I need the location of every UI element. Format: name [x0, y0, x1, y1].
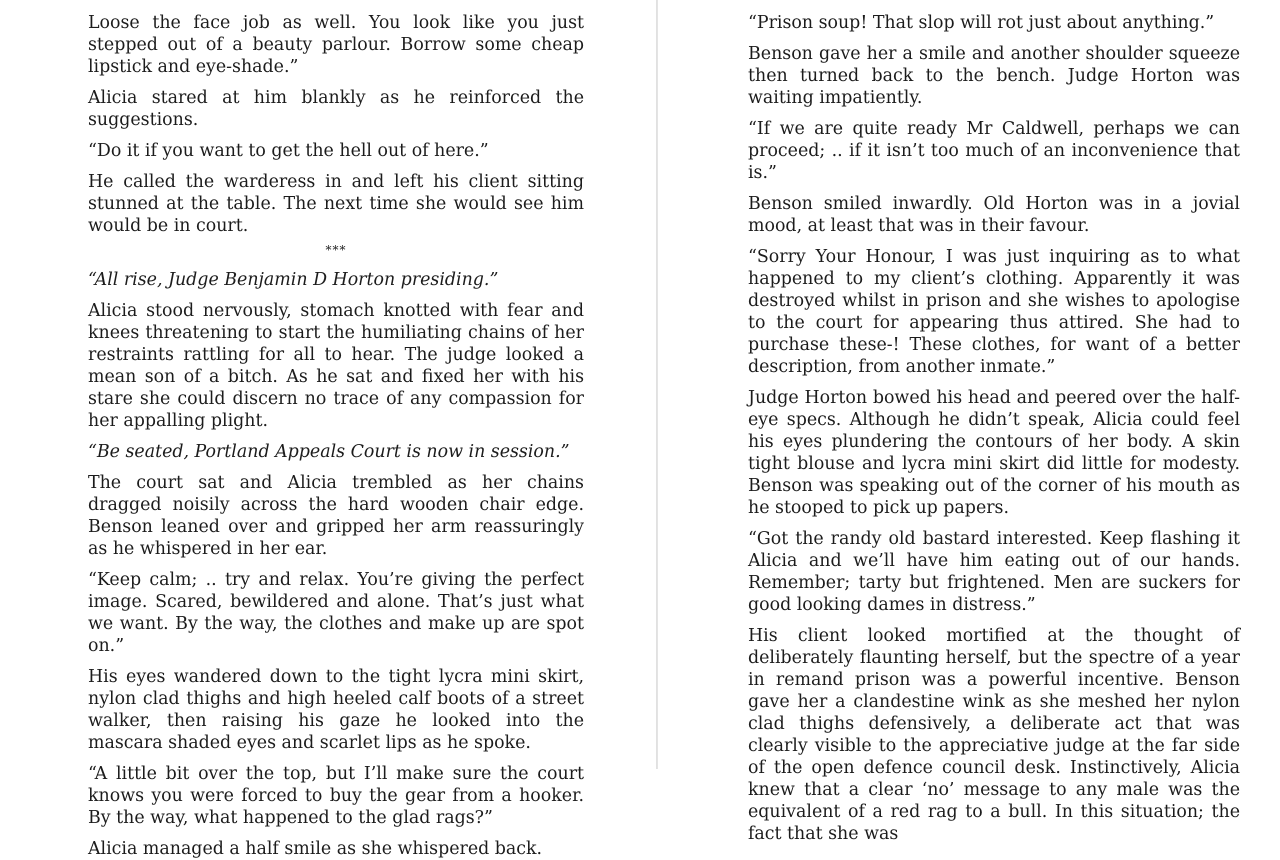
left-page — [88, 0, 584, 859]
paragraph: Loose the face job as well. You look like you just stepped out of a beauty parlour. Borrow some cheap lipstick and eye-shade.” — [88, 13, 584, 77]
paragraph: Benson gave her a smile and another shoulder squeeze then turned back to the bench. Judge Horton was waiting impatiently. — [748, 44, 1240, 108]
paragraph: His eyes wandered down to the tight lycra mini skirt, nylon clad thighs and high heeled calf boots of a street walker, then raising his gaze he looked into the mascara shaded eyes and scarlet lips as he spoke. — [88, 667, 584, 753]
paragraph: “Keep calm; .. try and relax. You’re giving the perfect image. Scared, bewildered and alone. That’s just what we want. By the way, the clothes and make up are spot on.” — [88, 570, 584, 656]
scene-separator: *** — [325, 243, 347, 257]
right-page — [748, 0, 1240, 844]
paragraph: Judge Horton bowed his head and peered over the half-eye specs. Although he didn’t speak, Alicia could feel his eyes plundering the contours of her body. A skin tight blouse and lycra mini skirt did little for modesty. Benson was speaking out of the corner of his mouth as he stooped to pick up papers. — [748, 388, 1240, 518]
paragraph: “A little bit over the top, but I’ll make sure the court knows you were forced to buy the gear from a hooker. By the way, what happened to the glad rags?” — [88, 764, 584, 828]
paragraph: Alicia stood nervously, stomach knotted with fear and knees threatening to start the humiliating chains of her restraints rattling for all to hear. The judge looked a mean son of a bitch. As he sat and fixed her with his stare she could discern no trace of any compassion for her appalling plight. — [88, 301, 584, 431]
paragraph: Alicia managed a half smile as she whispered back. — [88, 839, 543, 859]
paragraph: He called the warderess in and left his client sitting stunned at the table. The next time she would see him would be in court. — [88, 172, 584, 236]
paragraph: Alicia stared at him blankly as he reinforced the suggestions. — [88, 88, 584, 130]
paragraph: “Sorry Your Honour, I was just inquiring as to what happened to my client’s clothing. Apparently it was destroyed whilst in prison and she wishes to apologise to the court for appearing thus attired. She had to purchase these-! These clothes, for want of a better description, from another inmate.” — [748, 247, 1240, 377]
paragraph: Benson smiled inwardly. Old Horton was in a jovial mood, at least that was in their favour. — [748, 194, 1240, 236]
paragraph-italic: “All rise, Judge Benjamin D Horton presiding.” — [88, 270, 499, 290]
paragraph: “Prison soup! That slop will rot just about anything.” — [748, 13, 1215, 33]
paragraph: “Do it if you want to get the hell out of here.” — [88, 141, 489, 161]
page-gutter — [656, 0, 658, 769]
paragraph: His client looked mortified at the thought of deliberately flaunting herself, but the spectre of a year in remand prison was a powerful incentive. Benson gave her a clandestine wink as she meshed her nylon clad thighs defensively, a deliberate act that was clearly visible to the appreciative judge at the far side of the open defence council desk. Instinctively, Alicia knew that a clear ‘no’ message to any male was the equivalent of a red rag to a bull. In this situation; the fact that she was — [748, 626, 1240, 844]
paragraph-italic: “Be seated, Portland Appeals Court is now in session.” — [88, 442, 570, 462]
paragraph: The court sat and Alicia trembled as her chains dragged noisily across the hard wooden chair edge. Benson leaned over and gripped her arm reassuringly as he whispered in her ear. — [88, 473, 584, 559]
paragraph: “If we are quite ready Mr Caldwell, perhaps we can proceed; .. if it isn’t too much of an inconvenience that is.” — [748, 119, 1240, 183]
paragraph: “Got the randy old bastard interested. Keep flashing it Alicia and we’ll have him eating out of our hands. Remember; tarty but frightened. Men are suckers for good looking dames in distress.” — [748, 529, 1240, 615]
